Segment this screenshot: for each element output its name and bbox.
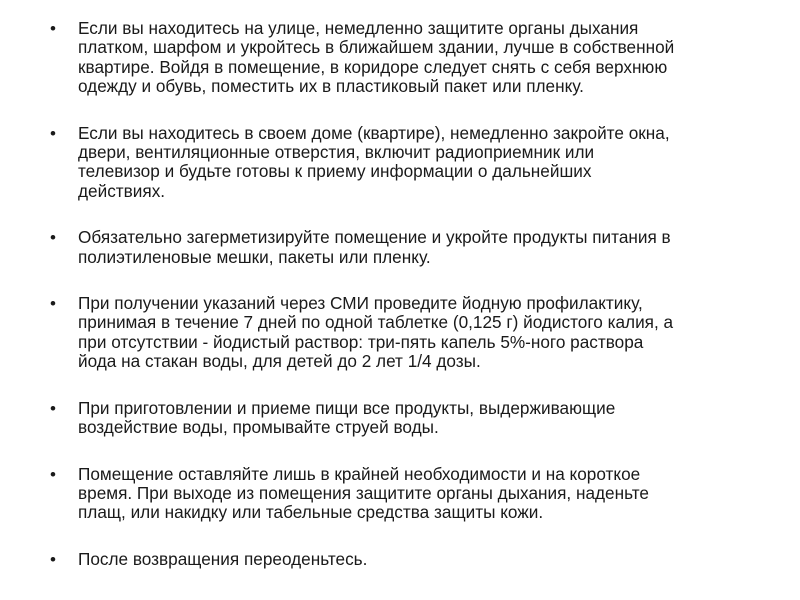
list-item — [48, 19, 788, 97]
item-line: принимая в течение 7 дней по одной таблетке (0,125 г) йодистого калия, а — [78, 312, 674, 333]
item-line: телевизор и будьте готовы к приему информации о дальнейших — [78, 161, 592, 182]
list-item — [48, 399, 788, 438]
list-item — [48, 124, 788, 202]
item-line: действиях. — [78, 180, 166, 201]
item-line: время. При выходе из помещения защитите органы дыхания, наденьте — [78, 482, 649, 503]
item-line: При получении указаний через СМИ проведите йодную профилактику, — [78, 293, 643, 314]
item-line: йода на стакан воды, для детей до 2 лет 1/4 дозы. — [78, 351, 481, 372]
item-line: полиэтиленовые мешки, пакеты или пленку. — [78, 246, 431, 267]
bullet-icon: • — [50, 549, 56, 569]
item-line: воздействие воды, промывайте струей воды. — [78, 417, 439, 438]
bullet-icon: • — [50, 228, 56, 248]
list-item — [48, 465, 788, 523]
instruction-list — [48, 19, 788, 596]
bullet-icon: • — [50, 19, 56, 38]
list-item — [48, 294, 788, 372]
item-line: платком, шарфом и укройтесь в ближайшем здании, лучше в собственной — [78, 37, 675, 58]
bullet-icon: • — [50, 294, 56, 314]
item-line: одежду и обувь, поместить их в пластиковый пакет или пленку. — [78, 76, 584, 97]
item-line: Если вы находитесь на улице, немедленно защитите органы дыхания — [78, 18, 639, 38]
bullet-icon: • — [50, 398, 56, 418]
item-line: Обязательно загерметизируйте помещение и укройте продукты питания в — [78, 227, 671, 248]
item-line: двери, вентиляционные отверстия, включит радиоприемник или — [78, 142, 595, 163]
item-line: После возвращения переоденьтесь. — [78, 548, 368, 569]
item-line: квартире. Войдя в помещение, в коридоре следует снять с себя верхнюю — [78, 56, 668, 77]
item-line: при отсутствии - йодистый раствор: три-пять капель 5%-ного раствора — [78, 331, 644, 352]
list-item — [48, 550, 788, 569]
list-item — [48, 228, 788, 267]
bullet-icon: • — [50, 464, 56, 484]
bullet-icon: • — [50, 123, 56, 143]
item-line: Помещение оставляйте лишь в крайней необходимости и на короткое — [78, 463, 641, 484]
item-line: Если вы находитесь в своем доме (квартире), немедленно закройте окна, — [78, 122, 670, 143]
item-line: плащ, или накидку или табельные средства защиты кожи. — [78, 502, 544, 523]
item-line: При приготовлении и приеме пищи все продукты, выдерживающие — [78, 397, 616, 418]
